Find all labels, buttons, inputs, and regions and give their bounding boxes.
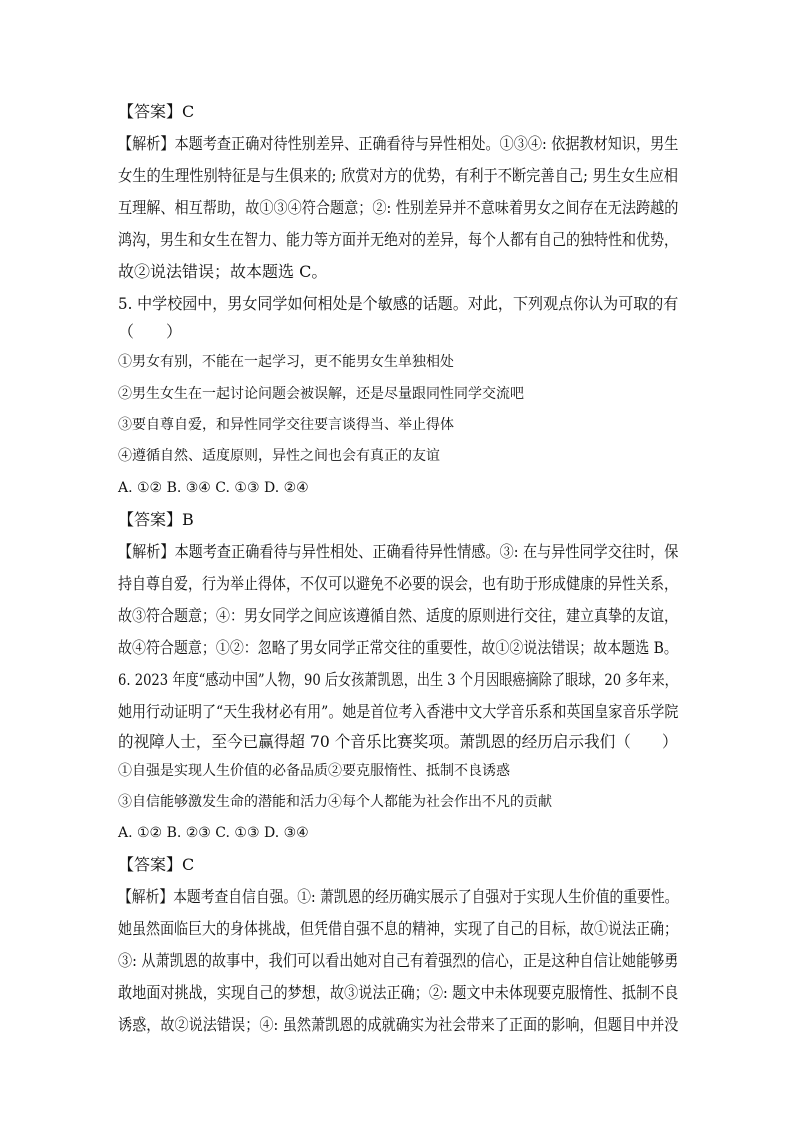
analysis-line: 鸿沟，男生和女生在智力、能力等方面并无绝对的差异，每个人都有自己的独特性和优势， bbox=[118, 230, 679, 249]
analysis-line: ③: 从萧凯恩的故事中，我们可以看出她对自己有着强烈的信心，正是这种自信让她能够勇 bbox=[118, 951, 679, 970]
analysis-line: 敢地面对挑战，实现自己的梦想，故③说法正确；②: 题文中未体现要克服惰性、抵制不良 bbox=[118, 983, 679, 1002]
question-stem: 5. 中学校园中，男女同学如何相处是个敏感的话题。对此，下列观点你认为可取的有 bbox=[118, 294, 679, 313]
analysis-line: 互理解、相互帮助，故①③④符合题意；②: 性别差异并不意味着男女之间存在无法跨越的 bbox=[118, 198, 679, 217]
analysis-line: 故③符合题意；④：男女同学之间应该遵循自然、适度的原则进行交往，建立真挚的友谊， bbox=[118, 606, 679, 625]
answer-label: 【答案】B bbox=[118, 510, 194, 529]
analysis-line: 故④符合题意；①②：忽略了男女同学正常交往的重要性，故①②说法错误；故本题选 B。 bbox=[118, 638, 678, 657]
question-stem: 6. 2023 年度“感动中国”人物，90 后女孩萧凯恩，出生 3 个月因眼癌摘除了眼球，20 多年来， bbox=[118, 670, 678, 689]
analysis-line: 【解析】本题考查正确看待与异性相处、正确看待异性情感。③: 在与异性同学交往时，保 bbox=[118, 542, 679, 561]
statement-item: ①男女有别，不能在一起学习，更不能男女生单独相处 bbox=[118, 354, 454, 370]
analysis-line: 女生的生理性别特征是与生俱来的; 欣赏对方的优势，有利于不断完善自己; 男生女生应相 bbox=[118, 166, 678, 185]
analysis-line: 【解析】本题考查正确对待性别差异、正确看待与异性相处。①③④: 依据教材知识，男生 bbox=[118, 134, 679, 153]
statement-item: ③要自尊自爱，和异性同学交往要言谈得当、举止得体 bbox=[118, 417, 454, 433]
answer-label: 【答案】C bbox=[118, 102, 195, 121]
statement-item: ①自强是实现人生价值的必备品质②要克服惰性、抵制不良诱惑 bbox=[118, 763, 510, 779]
analysis-line: 【解析】本题考查自信自强。①: 萧凯恩的经历确实展示了自强对于实现人生价值的重要性。 bbox=[118, 887, 679, 906]
answer-options: A. ①② B. ③④ C. ①③ D. ②④ bbox=[118, 480, 309, 496]
answer-label: 【答案】C bbox=[118, 855, 195, 874]
statement-item: ②男生女生在一起讨论问题会被误解，还是尽量跟同性同学交流吧 bbox=[118, 386, 524, 402]
analysis-line: 诱惑，故②说法错误；④: 虽然萧凯恩的成就确实为社会带来了正面的影响，但题目中并没 bbox=[118, 1015, 679, 1034]
analysis-line: 故②说法错误；故本题选 C。 bbox=[118, 262, 328, 281]
answer-options: A. ①② B. ②③ C. ①③ D. ③④ bbox=[118, 825, 309, 841]
question-stem: 她用行动证明了“天生我材必有用”。她是首位考入香港中文大学音乐系和英国皇家音乐学院 bbox=[118, 702, 679, 721]
question-stem: 的视障人士，至今已赢得超 70 个音乐比赛奖项。萧凯恩的经历启示我们（ ） bbox=[118, 732, 678, 751]
statement-item: ③自信能够激发生命的潜能和活力④每个人都能为社会作出不凡的贡献 bbox=[118, 794, 552, 810]
question-blank: （ ） bbox=[118, 322, 183, 341]
analysis-line: 她虽然面临巨大的身体挑战，但凭借自强不息的精神，实现了自己的目标，故①说法正确； bbox=[118, 919, 679, 938]
analysis-line: 持自尊自爱，行为举止得体，不仅可以避免不必要的误会，也有助于形成健康的异性关系， bbox=[118, 574, 679, 593]
statement-item: ④遵循自然、适度原则，异性之间也会有真正的友谊 bbox=[118, 448, 440, 464]
